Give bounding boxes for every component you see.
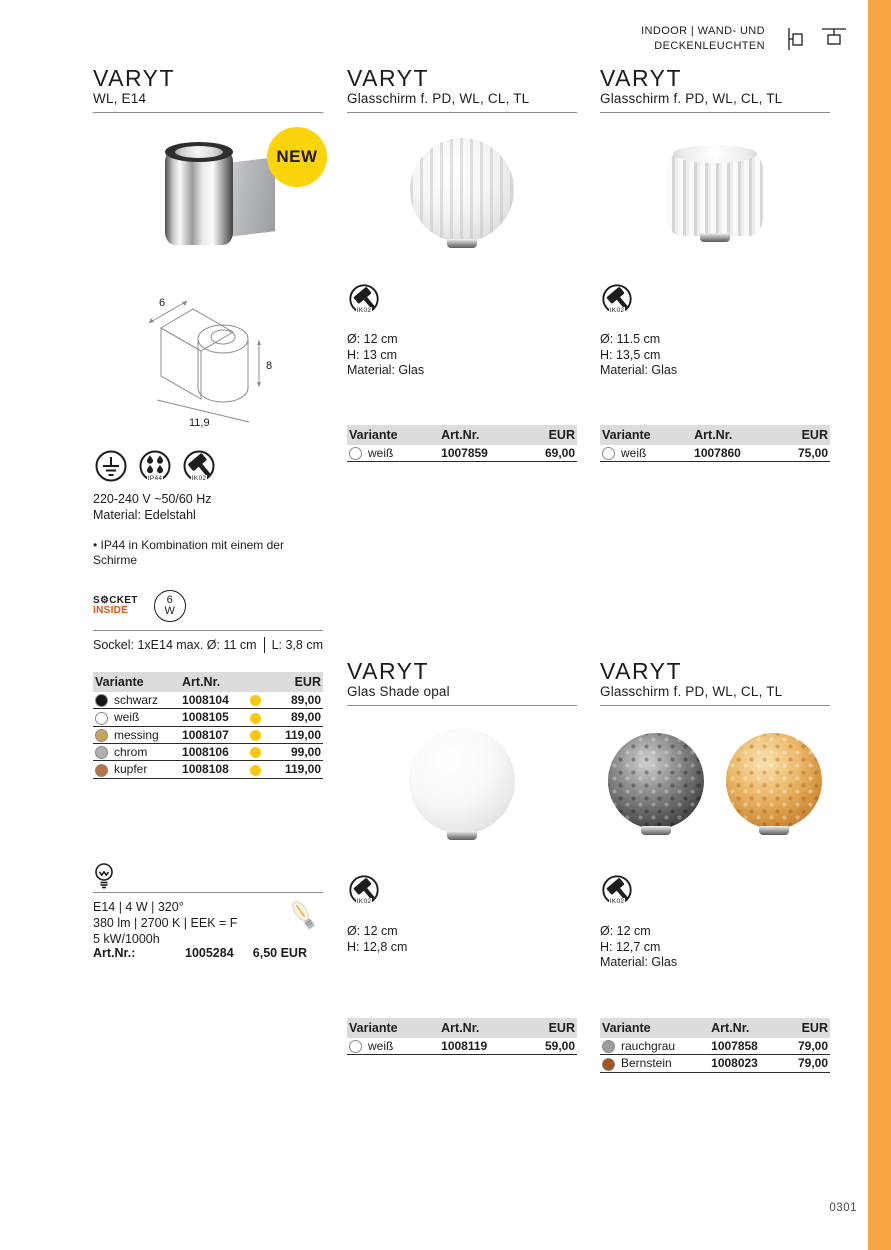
ground-icon bbox=[93, 448, 129, 484]
product-subtitle: Glasschirm f. PD, WL, CL, TL bbox=[347, 91, 530, 106]
color-swatch bbox=[95, 764, 108, 777]
variant-table bbox=[600, 425, 830, 462]
product-subtitle: Glasschirm f. PD, WL, CL, TL bbox=[600, 91, 783, 106]
product-photo-pleated-shade bbox=[600, 152, 830, 242]
product-title: VARYT bbox=[347, 65, 430, 91]
diameter-spec: Ø: 11.5 cm bbox=[600, 332, 661, 346]
product-photo-hammered-globes bbox=[600, 733, 830, 835]
material-spec: Material: Edelstahl bbox=[93, 507, 196, 522]
table-header-row: Variante Art.Nr. EUR bbox=[347, 425, 577, 445]
color-swatch bbox=[349, 1040, 362, 1053]
category-line1: INDOOR | WAND- UND bbox=[641, 25, 765, 37]
table-header-row: Variante Art.Nr. EUR bbox=[600, 425, 830, 445]
table-row: kupfer 1008108 119,00 bbox=[93, 761, 323, 778]
table-row: messing 1008107 119,00 bbox=[93, 726, 323, 743]
lamp-spec-block bbox=[93, 892, 323, 947]
new-indicator-dot bbox=[250, 695, 261, 706]
height-spec: H: 13,5 cm bbox=[600, 347, 661, 362]
artnr-label: Art.Nr.: bbox=[93, 946, 136, 960]
variant-table bbox=[600, 1018, 830, 1073]
page-number: 0301 bbox=[829, 1202, 857, 1214]
height-spec: H: 12,8 cm bbox=[347, 939, 408, 954]
table-header-row: Variante Art.Nr. EUR bbox=[347, 1018, 577, 1038]
color-swatch bbox=[349, 447, 362, 460]
table-header-row: Variante Art.Nr. EUR bbox=[93, 672, 323, 692]
table-row: rauchgrau 1007858 79,00 bbox=[600, 1038, 830, 1055]
product-title-block bbox=[93, 66, 323, 113]
product-title: VARYT bbox=[600, 658, 683, 684]
ik02-icon: IK02 bbox=[181, 448, 217, 482]
dim-height-label: 8 bbox=[266, 360, 273, 372]
new-indicator-dot bbox=[250, 730, 261, 741]
table-row: weiß 1007860 75,00 bbox=[600, 445, 830, 462]
socket-inside-row bbox=[93, 590, 186, 622]
table-row: weiß 1007859 69,00 bbox=[347, 445, 577, 462]
product-title-block bbox=[347, 659, 577, 706]
accent-sidebar bbox=[868, 0, 891, 1250]
table-header-row: Variante Art.Nr. EUR bbox=[600, 1018, 830, 1038]
dim-length-label: 11,9 bbox=[189, 417, 210, 429]
max-diameter-spec: max. Ø: 11 cm bbox=[176, 638, 257, 652]
color-swatch bbox=[602, 1058, 615, 1071]
height-spec: H: 13 cm bbox=[347, 347, 398, 362]
lamp-spec-line: E14 | 4 W | 320° bbox=[93, 900, 184, 914]
table-row: weiß 1008105 89,00 bbox=[93, 709, 323, 726]
socket-spec-row bbox=[93, 630, 323, 653]
socket-inside-logo: S⚙CKET INSIDE bbox=[93, 595, 138, 616]
amber-globe bbox=[726, 733, 822, 835]
table-row: chrom 1008106 99,00 bbox=[93, 743, 323, 760]
product-title-block bbox=[600, 66, 830, 113]
product-column-glasschirm-2 bbox=[600, 0, 830, 1250]
product-title: VARYT bbox=[93, 65, 176, 91]
shade-spec-block bbox=[600, 924, 677, 971]
new-indicator-dot bbox=[250, 747, 261, 758]
product-title-block bbox=[347, 66, 577, 113]
bulb-price: 6,50 EUR bbox=[252, 946, 307, 960]
ik02-icon: IK02 bbox=[347, 873, 381, 905]
ip44-icon: IP44 bbox=[137, 448, 173, 482]
dim-width-label: 6 bbox=[159, 297, 166, 309]
smoke-globe bbox=[608, 733, 704, 835]
table-row: Bernstein 1008023 79,00 bbox=[600, 1055, 830, 1072]
variant-table bbox=[347, 425, 577, 462]
product-title: VARYT bbox=[600, 65, 683, 91]
product-photo-wall-lamp bbox=[93, 115, 323, 273]
color-swatch bbox=[602, 1040, 615, 1053]
new-badge: NEW bbox=[267, 127, 327, 187]
length-spec: L: 3,8 cm bbox=[271, 638, 323, 652]
electrical-spec: 220-240 V ~50/60 Hz Material: Edelstahl bbox=[93, 492, 212, 522]
product-subtitle: Glasschirm f. PD, WL, CL, TL bbox=[600, 684, 783, 699]
ip44-note: • IP44 in Kombination mit einem der Schirme bbox=[93, 538, 284, 567]
certification-icons bbox=[93, 448, 217, 484]
new-indicator-dot bbox=[250, 713, 261, 724]
product-title: VARYT bbox=[347, 658, 430, 684]
material-spec: Material: Glas bbox=[347, 363, 425, 377]
height-spec: H: 12,7 cm bbox=[600, 939, 661, 954]
ik02-icon: IK02 bbox=[600, 282, 634, 314]
bulb-artnr-row bbox=[93, 946, 307, 960]
product-column-glasschirm-1 bbox=[347, 0, 577, 1250]
diameter-spec: Ø: 12 cm bbox=[347, 332, 398, 346]
wall-lamp-render bbox=[155, 139, 285, 259]
lamp-spec-line: 380 lm | 2700 K | EEK = F bbox=[93, 916, 238, 930]
color-swatch bbox=[602, 447, 615, 460]
color-swatch bbox=[95, 694, 108, 707]
product-photo-opal-globe bbox=[347, 728, 577, 840]
sockel-spec: Sockel: 1xE14 bbox=[93, 638, 173, 652]
shade-spec-block bbox=[600, 332, 677, 379]
dimension-drawing bbox=[99, 286, 299, 436]
bulb-icon bbox=[93, 862, 115, 890]
wattage-badge: 6 W bbox=[154, 590, 186, 622]
ik02-icon: IK02 bbox=[600, 873, 634, 905]
lamp-spec-line: 5 kW/1000h bbox=[93, 932, 160, 946]
color-swatch bbox=[95, 729, 108, 742]
variant-table bbox=[93, 672, 323, 779]
diameter-spec: Ø: 12 cm bbox=[347, 924, 398, 938]
material-spec: Material: Glas bbox=[600, 955, 678, 969]
product-column-varyt-wl bbox=[93, 0, 323, 1250]
material-spec: Material: Glas bbox=[600, 363, 678, 377]
shade-spec-block bbox=[347, 332, 424, 379]
ik02-icon: IK02 bbox=[347, 282, 381, 314]
table-row: weiß 1008119 59,00 bbox=[347, 1038, 577, 1055]
product-subtitle: WL, E14 bbox=[93, 91, 147, 106]
category-line2: DECKENLEUCHTEN bbox=[654, 40, 765, 52]
product-photo-ribbed-globe bbox=[347, 138, 577, 248]
shade-spec-block bbox=[347, 924, 407, 955]
product-title-block bbox=[600, 659, 830, 706]
table-row: schwarz 1008104 89,00 bbox=[93, 692, 323, 709]
variant-table bbox=[347, 1018, 577, 1055]
artnr-value: 1005284 bbox=[185, 946, 234, 960]
diameter-spec: Ø: 12 cm bbox=[600, 924, 651, 938]
product-subtitle: Glas Shade opal bbox=[347, 684, 450, 699]
new-indicator-dot bbox=[250, 765, 261, 776]
color-swatch bbox=[95, 712, 108, 725]
color-swatch bbox=[95, 746, 108, 759]
